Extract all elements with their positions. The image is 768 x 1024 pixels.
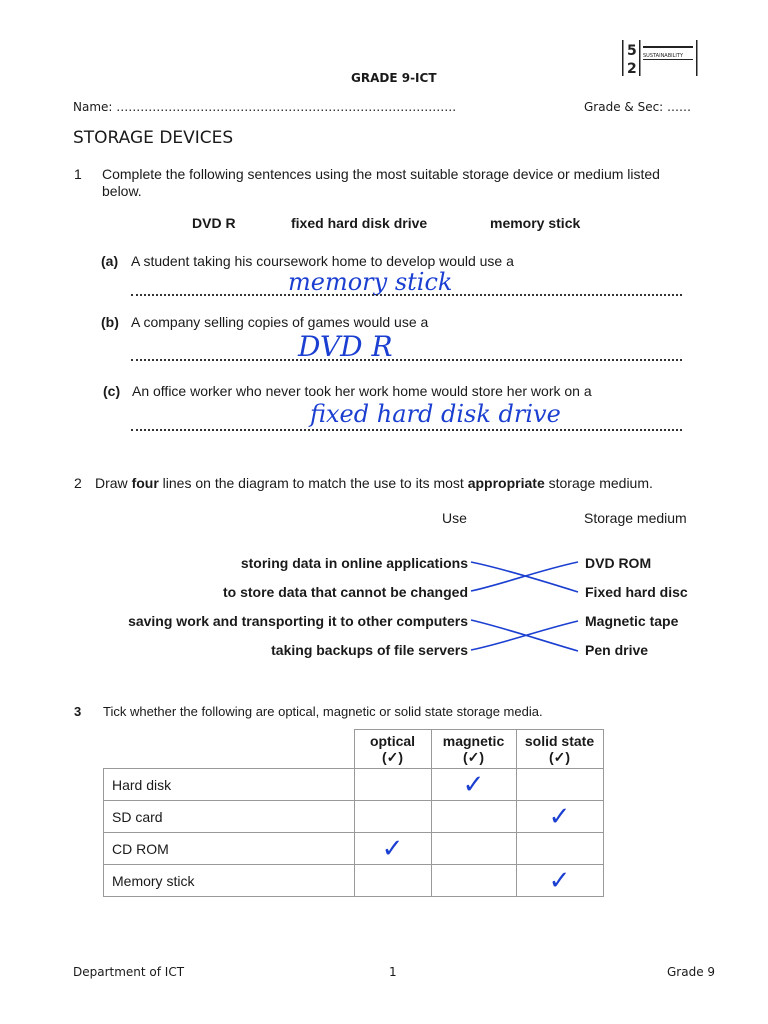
- grade-sec-label: Grade & Sec: ……: [584, 100, 692, 114]
- q2-prompt-mid: lines on the diagram to match the use to its most: [158, 475, 468, 491]
- q2-prompt-pre: Draw: [95, 475, 132, 491]
- q3-row-label: SD card: [104, 801, 355, 833]
- section-title: STORAGE DEVICES: [73, 128, 234, 148]
- q3-prompt: Tick whether the following are optical, magnetic or solid state storage media.: [103, 704, 543, 719]
- q3-header-row: [104, 730, 604, 769]
- tick-mark[interactable]: ✓: [354, 833, 431, 865]
- q1b-label: (b): [101, 314, 119, 330]
- q1c-label: (c): [103, 383, 121, 399]
- table-row: [104, 833, 604, 865]
- name-field-label: Name: ………………………………………………………………………….: [73, 100, 457, 114]
- q1-option-memory-stick: memory stick: [490, 215, 581, 231]
- svg-text:5: 5: [627, 43, 637, 59]
- table-row: [104, 801, 604, 833]
- q3-header-solid-state: solid state (✓): [516, 730, 603, 769]
- q1c-text: An office worker who never took her work home would store her work on a: [132, 383, 592, 399]
- q1a-label: (a): [101, 253, 119, 269]
- q2-use-4: taking backups of file servers: [271, 642, 468, 658]
- footer-page-number: 1: [389, 965, 397, 979]
- q3-header-magnetic: magnetic (✓): [431, 730, 516, 769]
- table-row: [104, 865, 604, 897]
- q3-row-label: Memory stick: [104, 865, 355, 897]
- q2-use-2: to store data that cannot be changed: [222, 584, 468, 600]
- q2-medium-3: Magnetic tape: [585, 613, 679, 629]
- q2-medium-2: Fixed hard disc: [585, 584, 688, 600]
- q1-prompt-line2: below.: [102, 183, 142, 199]
- table-row: [104, 769, 604, 801]
- q3-table: [103, 729, 604, 897]
- q2-col-use: Use: [442, 510, 467, 526]
- q1-option-hdd: fixed hard disk drive: [291, 215, 428, 231]
- q2-use-1: storing data in online applications: [240, 555, 468, 571]
- footer-left: Department of ICT: [73, 965, 185, 979]
- grade-title: GRADE 9-ICT: [351, 71, 437, 85]
- q1b-answer: DVD R: [298, 330, 393, 363]
- svg-text:SUSTAINABILITY: SUSTAINABILITY: [643, 53, 684, 59]
- q2-medium-4: Pen drive: [585, 642, 649, 658]
- q3-row-label: Hard disk: [104, 769, 355, 801]
- tick-mark[interactable]: ✓: [516, 801, 603, 833]
- q2-prompt-post: storage medium.: [544, 475, 653, 491]
- tick-mark[interactable]: ✓: [516, 865, 603, 897]
- q1c-answer: fixed hard disk drive: [310, 400, 561, 428]
- q2-medium-1: DVD ROM: [585, 555, 652, 571]
- q1a-answer: memory stick: [288, 268, 453, 296]
- q2-col-medium: Storage medium: [584, 510, 687, 526]
- q3-row-label: CD ROM: [104, 833, 355, 865]
- footer-right: Grade 9: [667, 965, 716, 979]
- q2-prompt-bold-four: four: [131, 475, 159, 491]
- q1a-text: A student taking his coursework home to develop would use a: [131, 253, 514, 269]
- q1b-text: A company selling copies of games would use a: [131, 314, 429, 330]
- q2-use-3: saving work and transporting it to other computers: [128, 613, 468, 629]
- q2-prompt-bold-appropriate: appropriate: [467, 475, 545, 491]
- q3-number: 3: [74, 704, 82, 719]
- q1-option-dvdr: DVD R: [192, 215, 236, 231]
- q1-number: 1: [74, 166, 82, 182]
- tick-mark[interactable]: ✓: [431, 769, 516, 801]
- q3-header-optical: optical (✓): [354, 730, 431, 769]
- q2-number: 2: [74, 475, 82, 491]
- q1-prompt-line1: Complete the following sentences using the most suitable storage device or medium listed: [102, 166, 660, 182]
- svg-text:2: 2: [627, 61, 637, 76]
